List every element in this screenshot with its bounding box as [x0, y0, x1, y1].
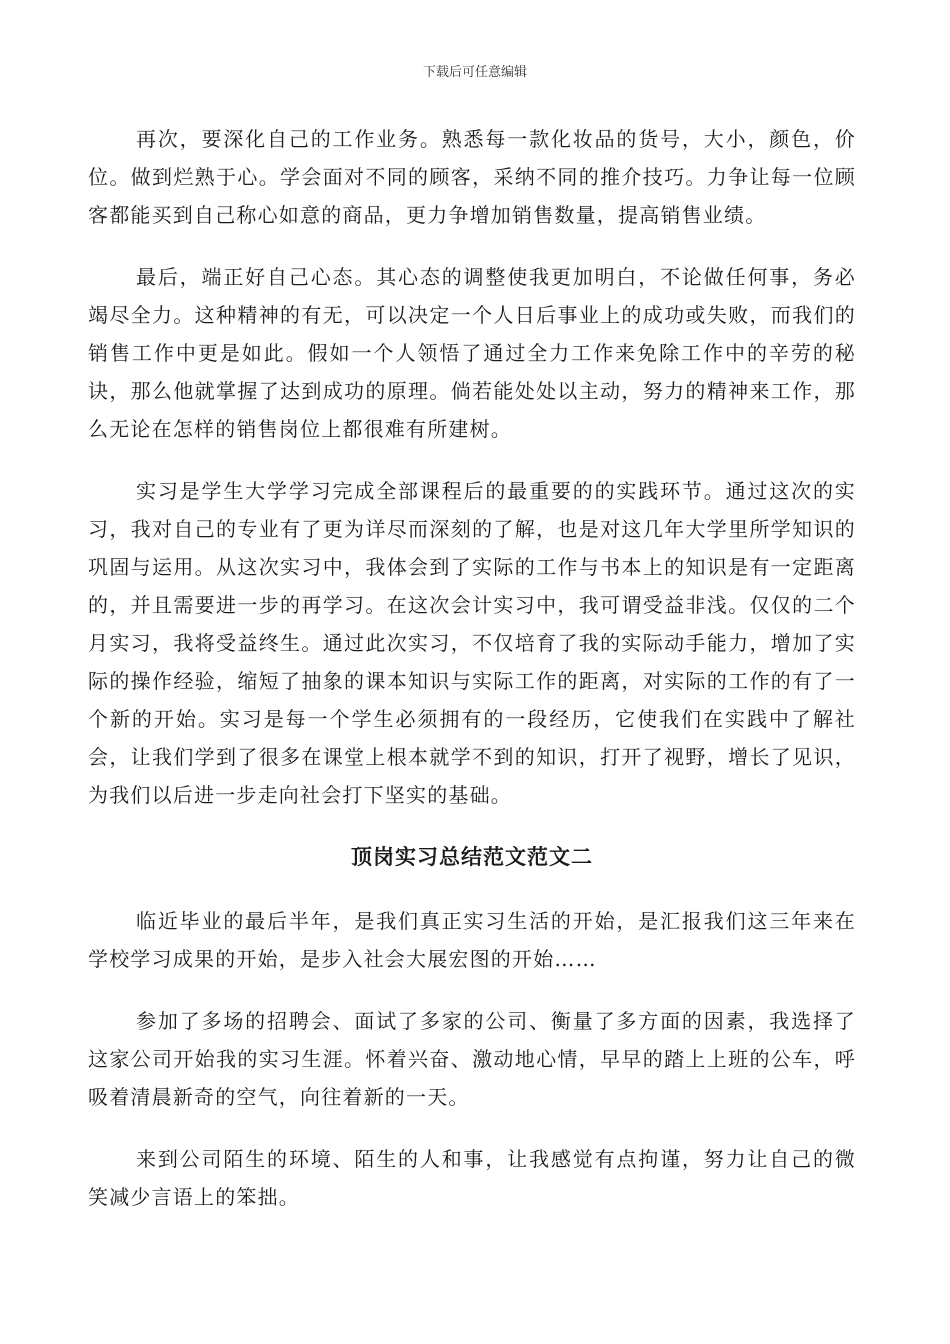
paragraph-deepen-work: 再次，要深化自己的工作业务。熟悉每一款化妆品的货号，大小，颜色，价位。做到烂熟于心。学会面对不同的顾客，采纳不同的推介技巧。力争让每一位顾客都能买到自己称心如意的商品，更力争增加销售数量，提高销售业绩。 — [88, 127, 856, 227]
document-body — [88, 120, 856, 1240]
page-header: 下载后可任意编辑 — [422, 65, 527, 80]
paragraph-attitude: 最后，端正好自己心态。其心态的调整使我更加明白，不论做任何事，务必竭尽全力。这种精神的有无，可以决定一个人日后事业上的成功或失败，而我们的销售工作中更是如此。假如一个人领悟了通过全力工作来免除工作中的辛劳的秘诀，那么他就掌握了达到成功的原理。倘若能处处以主动，努力的精神来工作，那么无论在怎样的销售岗位上都很难有所建树。 — [88, 265, 856, 441]
paragraph-graduation: 临近毕业的最后半年，是我们真正实习生活的开始，是汇报我们这三年来在学校学习成果的开始，是步入社会大展宏图的开始…… — [88, 909, 856, 971]
paragraph-internship-summary: 实习是学生大学学习完成全部课程后的最重要的的实践环节。通过这次的实习，我对自己的专业有了更为详尽而深刻的了解，也是对这几年大学里所学知识的巩固与运用。从这次实习中，我体会到了实际的工作与书本上的知识是有一定距离的，并且需要进一步的再学习。在这次会计实习中，我可谓受益非浅。仅仅的二个月实习，我将受益终生。通过此次实习，不仅培育了我的实际动手能力，增加了实际的操作经验，缩短了抽象的课本知识与实际工作的距离，对实际的工作的有了一个新的开始。实习是每一个学生必须拥有的一段经历，它使我们在实践中了解社会，让我们学到了很多在课堂上根本就学不到的知识，打开了视野，增长了见识，为我们以后进一步走向社会打下坚实的基础。 — [88, 479, 856, 807]
paragraph-job-search: 参加了多场的招聘会、面试了多家的公司、衡量了多方面的因素，我选择了这家公司开始我的实习生涯。怀着兴奋、激动地心情，早早的踏上上班的公车，呼吸着清晨新奇的空气，向往着新的一天。 — [88, 1009, 856, 1109]
paragraph-new-environment: 来到公司陌生的环境、陌生的人和事，让我感觉有点拘谨，努力让自己的微笑减少言语上的笨拙。 — [88, 1147, 856, 1209]
section-title: 顶岗实习总结范文范文二 — [351, 844, 593, 869]
